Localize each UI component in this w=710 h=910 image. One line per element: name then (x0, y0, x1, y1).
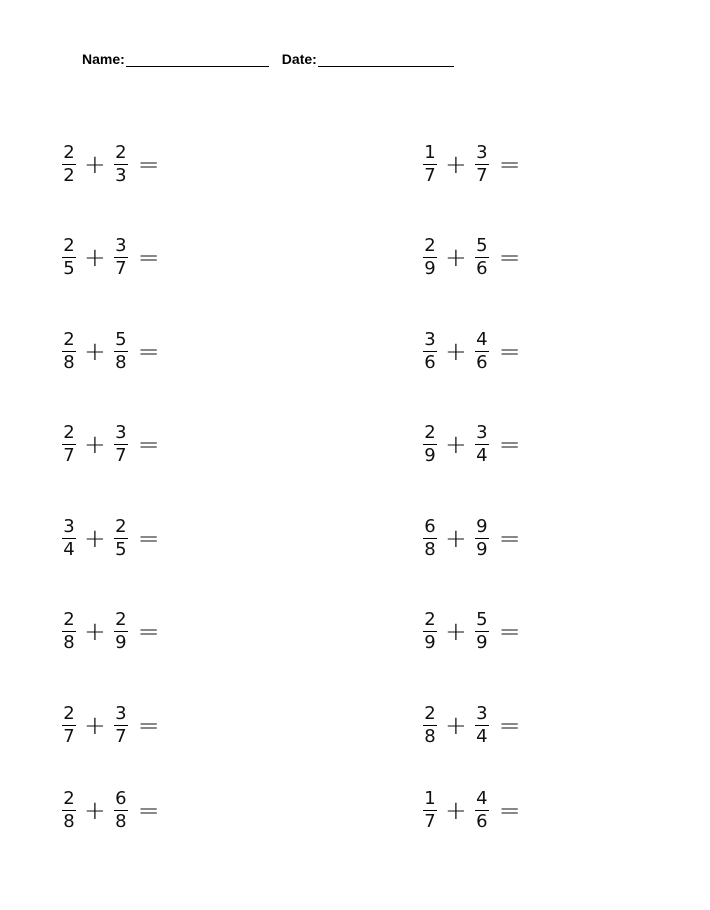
fraction-left (423, 610, 437, 653)
fraction-right (475, 330, 489, 373)
numerator: 2 (424, 609, 436, 630)
numerator: 1 (424, 142, 436, 163)
date-blank-line[interactable] (318, 50, 454, 67)
equals-sign: = (137, 523, 160, 554)
fraction-left (62, 610, 76, 653)
fraction-right (475, 236, 489, 279)
denominator: 7 (115, 726, 127, 747)
plus-sign: + (84, 336, 106, 367)
equals-sign: = (137, 710, 160, 741)
fraction-left (62, 143, 76, 186)
fraction-right (114, 143, 128, 186)
fraction-left (423, 236, 437, 279)
plus-sign: + (445, 429, 467, 460)
fraction-right (114, 789, 128, 832)
denominator: 2 (63, 165, 75, 186)
numerator: 4 (476, 788, 488, 809)
problem-14 (423, 704, 521, 747)
plus-sign: + (84, 429, 106, 460)
denominator: 6 (424, 352, 436, 373)
fraction-left (62, 704, 76, 747)
problem-15 (62, 789, 160, 832)
denominator: 9 (424, 258, 436, 279)
fraction-left (62, 517, 76, 560)
numerator: 2 (424, 235, 436, 256)
plus-sign: + (445, 616, 467, 647)
problem-5 (62, 330, 160, 373)
equals-sign: = (498, 710, 521, 741)
problem-7 (62, 423, 160, 466)
fraction-left (423, 789, 437, 832)
name-blank-line[interactable] (126, 50, 269, 67)
denominator: 9 (424, 445, 436, 466)
problem-16 (423, 789, 521, 832)
equals-sign: = (137, 149, 160, 180)
denominator: 9 (115, 632, 127, 653)
fraction-left (423, 704, 437, 747)
denominator: 8 (63, 632, 75, 653)
plus-sign: + (84, 616, 106, 647)
fraction-right (114, 423, 128, 466)
numerator: 3 (115, 422, 127, 443)
problem-9 (62, 517, 160, 560)
plus-sign: + (84, 242, 106, 273)
denominator: 5 (115, 539, 127, 560)
equals-sign: = (137, 336, 160, 367)
problem-13 (62, 704, 160, 747)
denominator: 7 (424, 165, 436, 186)
denominator: 8 (424, 726, 436, 747)
numerator: 2 (63, 142, 75, 163)
plus-sign: + (445, 523, 467, 554)
denominator: 4 (63, 539, 75, 560)
numerator: 3 (476, 703, 488, 724)
denominator: 7 (63, 726, 75, 747)
numerator: 2 (115, 516, 127, 537)
fraction-right (114, 330, 128, 373)
numerator: 6 (424, 516, 436, 537)
equals-sign: = (137, 795, 160, 826)
equals-sign: = (498, 429, 521, 460)
fraction-left (423, 423, 437, 466)
numerator: 9 (476, 516, 488, 537)
problem-3 (62, 236, 160, 279)
numerator: 3 (476, 422, 488, 443)
fraction-right (114, 704, 128, 747)
denominator: 6 (476, 258, 488, 279)
numerator: 3 (424, 329, 436, 350)
date-field (282, 50, 454, 67)
numerator: 2 (115, 142, 127, 163)
fraction-right (114, 236, 128, 279)
plus-sign: + (84, 523, 106, 554)
fraction-left (62, 330, 76, 373)
numerator: 6 (115, 788, 127, 809)
numerator: 3 (115, 703, 127, 724)
worksheet-header (82, 50, 454, 67)
fraction-right (475, 610, 489, 653)
denominator: 5 (63, 258, 75, 279)
problem-8 (423, 423, 521, 466)
problem-2 (423, 143, 521, 186)
denominator: 7 (476, 165, 488, 186)
denominator: 7 (115, 445, 127, 466)
equals-sign: = (498, 616, 521, 647)
fraction-left (62, 789, 76, 832)
numerator: 3 (476, 142, 488, 163)
fraction-right (475, 143, 489, 186)
numerator: 5 (476, 235, 488, 256)
fraction-right (475, 704, 489, 747)
equals-sign: = (137, 429, 160, 460)
fraction-left (423, 517, 437, 560)
denominator: 7 (63, 445, 75, 466)
denominator: 8 (63, 352, 75, 373)
denominator: 9 (476, 632, 488, 653)
numerator: 5 (476, 609, 488, 630)
fraction-right (475, 789, 489, 832)
numerator: 2 (424, 422, 436, 443)
problem-11 (62, 610, 160, 653)
denominator: 8 (115, 811, 127, 832)
plus-sign: + (445, 149, 467, 180)
fraction-left (62, 423, 76, 466)
denominator: 9 (424, 632, 436, 653)
equals-sign: = (498, 336, 521, 367)
denominator: 3 (115, 165, 127, 186)
fraction-left (423, 143, 437, 186)
numerator: 2 (63, 788, 75, 809)
equals-sign: = (137, 242, 160, 273)
plus-sign: + (84, 710, 106, 741)
date-label: Date: (281, 51, 317, 67)
numerator: 2 (63, 609, 75, 630)
denominator: 6 (476, 811, 488, 832)
equals-sign: = (498, 242, 521, 273)
numerator: 2 (63, 235, 75, 256)
name-label: Name: (82, 51, 125, 67)
fraction-right (475, 517, 489, 560)
plus-sign: + (445, 242, 467, 273)
plus-sign: + (445, 336, 467, 367)
numerator: 3 (63, 516, 75, 537)
plus-sign: + (445, 710, 467, 741)
equals-sign: = (137, 616, 160, 647)
name-field (82, 50, 269, 67)
numerator: 2 (424, 703, 436, 724)
fraction-right (114, 517, 128, 560)
problem-12 (423, 610, 521, 653)
plus-sign: + (445, 795, 467, 826)
denominator: 6 (476, 352, 488, 373)
numerator: 4 (476, 329, 488, 350)
denominator: 7 (115, 258, 127, 279)
problem-4 (423, 236, 521, 279)
fraction-right (114, 610, 128, 653)
numerator: 2 (63, 422, 75, 443)
denominator: 4 (476, 726, 488, 747)
numerator: 5 (115, 329, 127, 350)
numerator: 3 (115, 235, 127, 256)
denominator: 9 (476, 539, 488, 560)
denominator: 8 (115, 352, 127, 373)
plus-sign: + (84, 795, 106, 826)
numerator: 2 (63, 329, 75, 350)
fraction-left (423, 330, 437, 373)
equals-sign: = (498, 795, 521, 826)
problem-1 (62, 143, 160, 186)
problem-10 (423, 517, 521, 560)
numerator: 1 (424, 788, 436, 809)
equals-sign: = (498, 523, 521, 554)
fraction-left (62, 236, 76, 279)
equals-sign: = (498, 149, 521, 180)
numerator: 2 (63, 703, 75, 724)
numerator: 2 (115, 609, 127, 630)
fraction-right (475, 423, 489, 466)
denominator: 8 (63, 811, 75, 832)
problem-6 (423, 330, 521, 373)
denominator: 7 (424, 811, 436, 832)
plus-sign: + (84, 149, 106, 180)
denominator: 4 (476, 445, 488, 466)
denominator: 8 (424, 539, 436, 560)
